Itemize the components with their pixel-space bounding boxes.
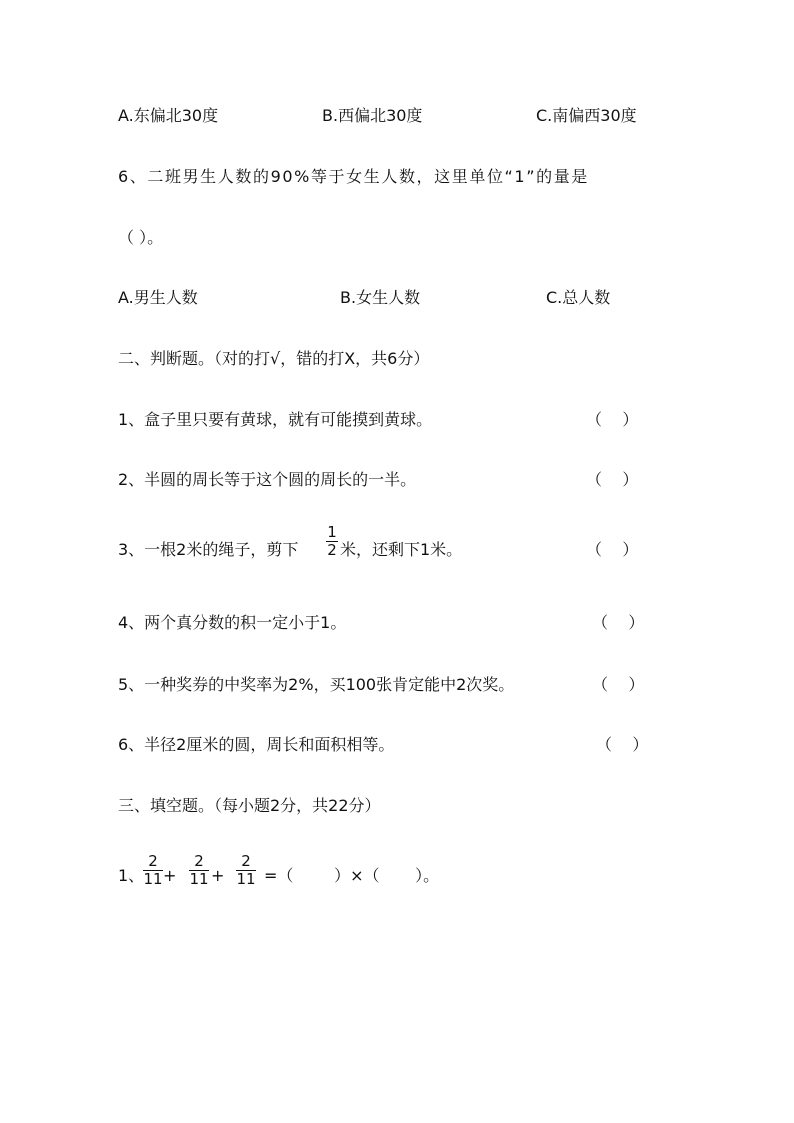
fraction-denominator: 11 xyxy=(143,870,163,888)
fill1-fraction-3 xyxy=(236,853,256,888)
judgment-1-text: 1、盒子里只要有黄球，就有可能摸到黄球。 xyxy=(118,410,433,429)
fill1-prefix: 1、 xyxy=(118,866,145,885)
q6-option-c: C.总人数 xyxy=(546,288,611,307)
judgment-2-text: 2、半圆的周长等于这个圆的周长的一半。 xyxy=(118,470,417,489)
fraction-denominator: 2 xyxy=(327,541,337,559)
judgment-1-answer[interactable]: （ ） xyxy=(586,410,639,429)
fill1-plus-2: + xyxy=(211,866,225,885)
judgment-5-answer[interactable]: （ ） xyxy=(592,675,645,694)
judgment-5-text: 5、一种奖券的中奖率为2%，买100张肯定能中2次奖。 xyxy=(118,675,515,694)
judgment-2-answer[interactable]: （ ） xyxy=(586,470,639,489)
fraction-denominator: 11 xyxy=(236,870,256,888)
judgment-6-answer[interactable]: （ ） xyxy=(596,735,649,754)
q6-option-a: A.男生人数 xyxy=(118,288,198,307)
judgment-4-answer[interactable]: （ ） xyxy=(592,613,645,632)
judgment-3-text-before: 3、一根2米的绳子，剪下 xyxy=(118,540,299,559)
q6-question: 6、二班男生人数的90%等于女生人数，这里单位“1”的量是 xyxy=(118,167,589,186)
fraction-numerator: 1 xyxy=(327,523,337,541)
judgment-3-fraction xyxy=(326,524,338,559)
fraction-denominator: 11 xyxy=(189,870,209,888)
fraction-numerator: 2 xyxy=(148,852,158,870)
fill1-answer-blanks[interactable]: =（ ）×（ ）。 xyxy=(264,866,440,885)
q6-option-b: B.女生人数 xyxy=(340,288,421,307)
judgment-3-text-after: 米，还剩下1米。 xyxy=(340,540,463,559)
fill1-plus-1: + xyxy=(163,866,177,885)
judgment-6-text: 6、半径2厘米的圆，周长和面积相等。 xyxy=(118,735,395,754)
q5-option-c: C.南偏西30度 xyxy=(536,106,637,125)
q5-option-a: A.东偏北30度 xyxy=(118,106,219,125)
fill1-fraction-1 xyxy=(143,853,163,888)
q6-blank: （ ）。 xyxy=(118,228,164,247)
section3-title: 三、填空题。（每小题2分，共22分） xyxy=(118,796,381,815)
fill1-fraction-2 xyxy=(189,853,209,888)
judgment-4-text: 4、两个真分数的积一定小于1。 xyxy=(118,613,347,632)
fraction-numerator: 2 xyxy=(241,852,251,870)
fraction-numerator: 2 xyxy=(194,852,204,870)
section2-title: 二、判断题。（对的打√，错的打X，共6分） xyxy=(118,349,430,368)
q5-option-b: B.西偏北30度 xyxy=(322,106,423,125)
judgment-3-answer[interactable]: （ ） xyxy=(586,540,639,559)
